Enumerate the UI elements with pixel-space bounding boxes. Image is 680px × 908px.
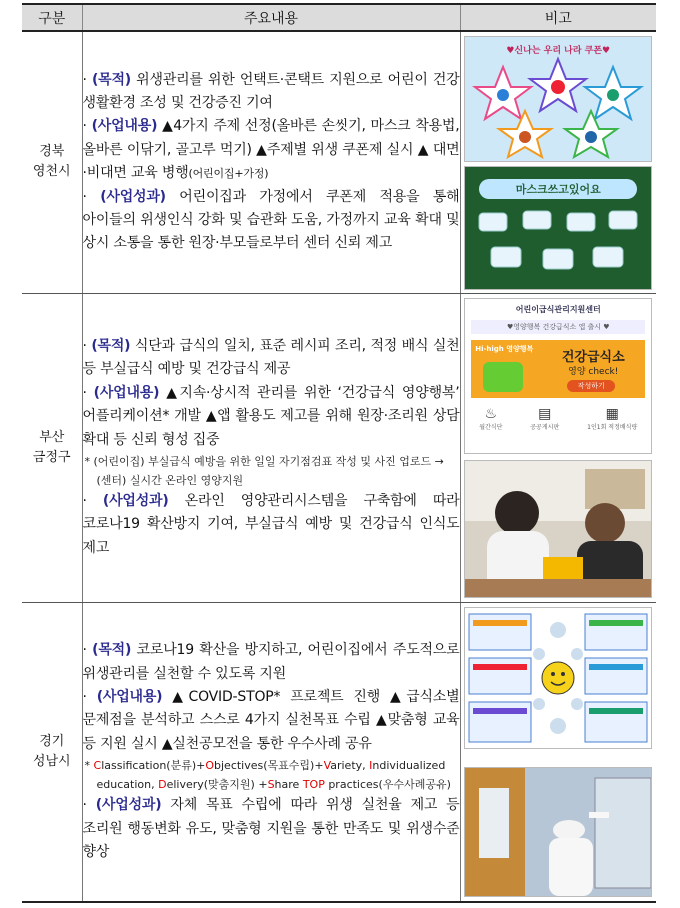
app-menu: [465, 406, 651, 431]
list-item: · (목적) 위생관리를 위한 언택트·콘택트 지원으로 어린이 건강 생활환경 조성 및 건강증진 기여: [82, 71, 460, 112]
list-item: · (목적) 코로나19 확산을 방지하고, 어린이집에서 주도적으로 위생관리를 실천할 수 있도록 지원: [82, 642, 460, 682]
list-item: · (사업내용) ▲지속·상시적 관리를 위한 ‘건강급식 영양행복’ 어플리케이션* 개발 ▲앱 활용도 제고를 위해 원장·조리원 상담 확대 등 신뢰 형성 집중: [82, 384, 460, 448]
app-hero: [471, 340, 645, 398]
app-title: 건강급식소: [561, 349, 625, 365]
menu-item[interactable]: ▦ 1인1회 적정배식량: [587, 405, 638, 431]
counseling-scene-icon: [465, 461, 651, 597]
list-item: · (사업내용) ▲COVID-STOP* 프로젝트 진행 ▲급식소별 문제점을 분석하고 스스로 4가지 실천목표 수립 ▲맞춤형 교육 등 지원 실시 ▲실천공모전을 통한 우수사례 공유: [82, 688, 460, 752]
app-subtitle: 영양 check!: [568, 366, 619, 377]
menu-item[interactable]: ♨ 월간식단: [479, 405, 503, 431]
mask-icon: [465, 167, 651, 289]
kitchen-worker-photo-image: [464, 767, 652, 897]
region-cell: [22, 31, 82, 293]
table-row: [22, 293, 656, 602]
app-banner: ♥영양행복 건강급식소 앱 출시 ♥: [471, 320, 645, 334]
infographic-icon: [465, 608, 651, 748]
region-province: 경북: [39, 144, 65, 160]
footnote: * (어린이집) 부실급식 예방을 위한 일일 자기점검표 작성 및 사진 업로드 → (센터) 실시간 온라인 영양지원: [84, 454, 444, 487]
hygiene-coupon-board-image: [464, 36, 652, 162]
counseling-photo-image: [464, 460, 652, 598]
board-icon: ▤: [538, 405, 552, 422]
program-table: [22, 3, 656, 903]
write-button[interactable]: 작성하기: [567, 380, 615, 392]
banner-text: 마스크쓰고있어요: [479, 179, 637, 199]
banner-text: ♥신나는 우리 나라 쿠폰♥: [506, 46, 611, 57]
content-cell: [82, 293, 460, 602]
kitchen-scene-icon: [465, 768, 651, 896]
remarks-cell: [460, 602, 656, 902]
list-item: · (사업성과) 어린이집과 가정에서 쿠폰제 적용을 통해 아이들의 위생인식 강화 및 습관화 도움, 가정까지 교육 확대 및 상시 소통을 통한 원장·부모들로부터 센터 신뢰 제고: [82, 188, 460, 252]
menu-item[interactable]: ▤ 공공게시판: [530, 405, 560, 431]
content-cell: [82, 602, 460, 902]
cutlery-icon: ♨: [484, 405, 498, 422]
content-cell: [82, 31, 460, 293]
table-row: [22, 31, 656, 293]
list-item: · (사업성과) 자체 목표 수립에 따라 위생 실천율 제고 등 조리원 행동변화 유도, 맞춤형 지원을 통한 만족도 및 위생수준 향상: [82, 797, 460, 860]
list-item: · (목적) 식단과 급식의 일치, 표준 레시피 조리, 적정 배식 실천 등 부실급식 예방 및 건강급식 제공: [82, 337, 460, 378]
list-item: · (사업성과) 온라인 영양관리시스템을 구축함에 따라 코로나19 확산방지 기여, 부실급식 예방 및 건강급식 인식도 제고: [82, 492, 460, 556]
region-city: 금정구: [32, 449, 71, 465]
remarks-cell: [460, 293, 656, 602]
header-category: 구분: [22, 4, 82, 31]
region-city: 성남시: [32, 753, 71, 769]
region-city: 영천시: [32, 164, 71, 180]
tray-icon: ▦: [605, 405, 619, 422]
header-remarks: 비고: [460, 4, 656, 31]
region-province: 부산: [39, 429, 65, 445]
region-province: 경기: [39, 733, 65, 749]
header-content: 주요내용: [82, 4, 460, 31]
region-cell: [22, 602, 82, 902]
footnote: * Classification(분류)+Objectives(목표수립)+Variety, Individualized education, Delivery(맞춤지원) +Share TOP practices(우수사례공유): [84, 759, 451, 792]
center-name: 어린이급식관리지원센터: [515, 304, 601, 314]
covid-stop-infographic-image: [464, 607, 652, 749]
app-hi-label: Hi-high 영양행복: [475, 344, 534, 353]
coupon-stars-icon: [465, 37, 651, 161]
list-item: · (사업내용) ▲4가지 주제 선정(올바른 손씻기, 마스크 착용법, 올바른 이닦기, 골고루 먹기) ▲주제별 위생 쿠폰제 실시 ▲ 대면·비대면 교육 병행(어린이집+가정): [82, 118, 460, 182]
mask-display-board-image: [464, 166, 652, 290]
region-cell: [22, 293, 82, 602]
nutrition-app-screenshot: [464, 298, 652, 454]
table-row: [22, 602, 656, 902]
food-icon: [483, 362, 523, 392]
remarks-cell: [460, 31, 656, 293]
